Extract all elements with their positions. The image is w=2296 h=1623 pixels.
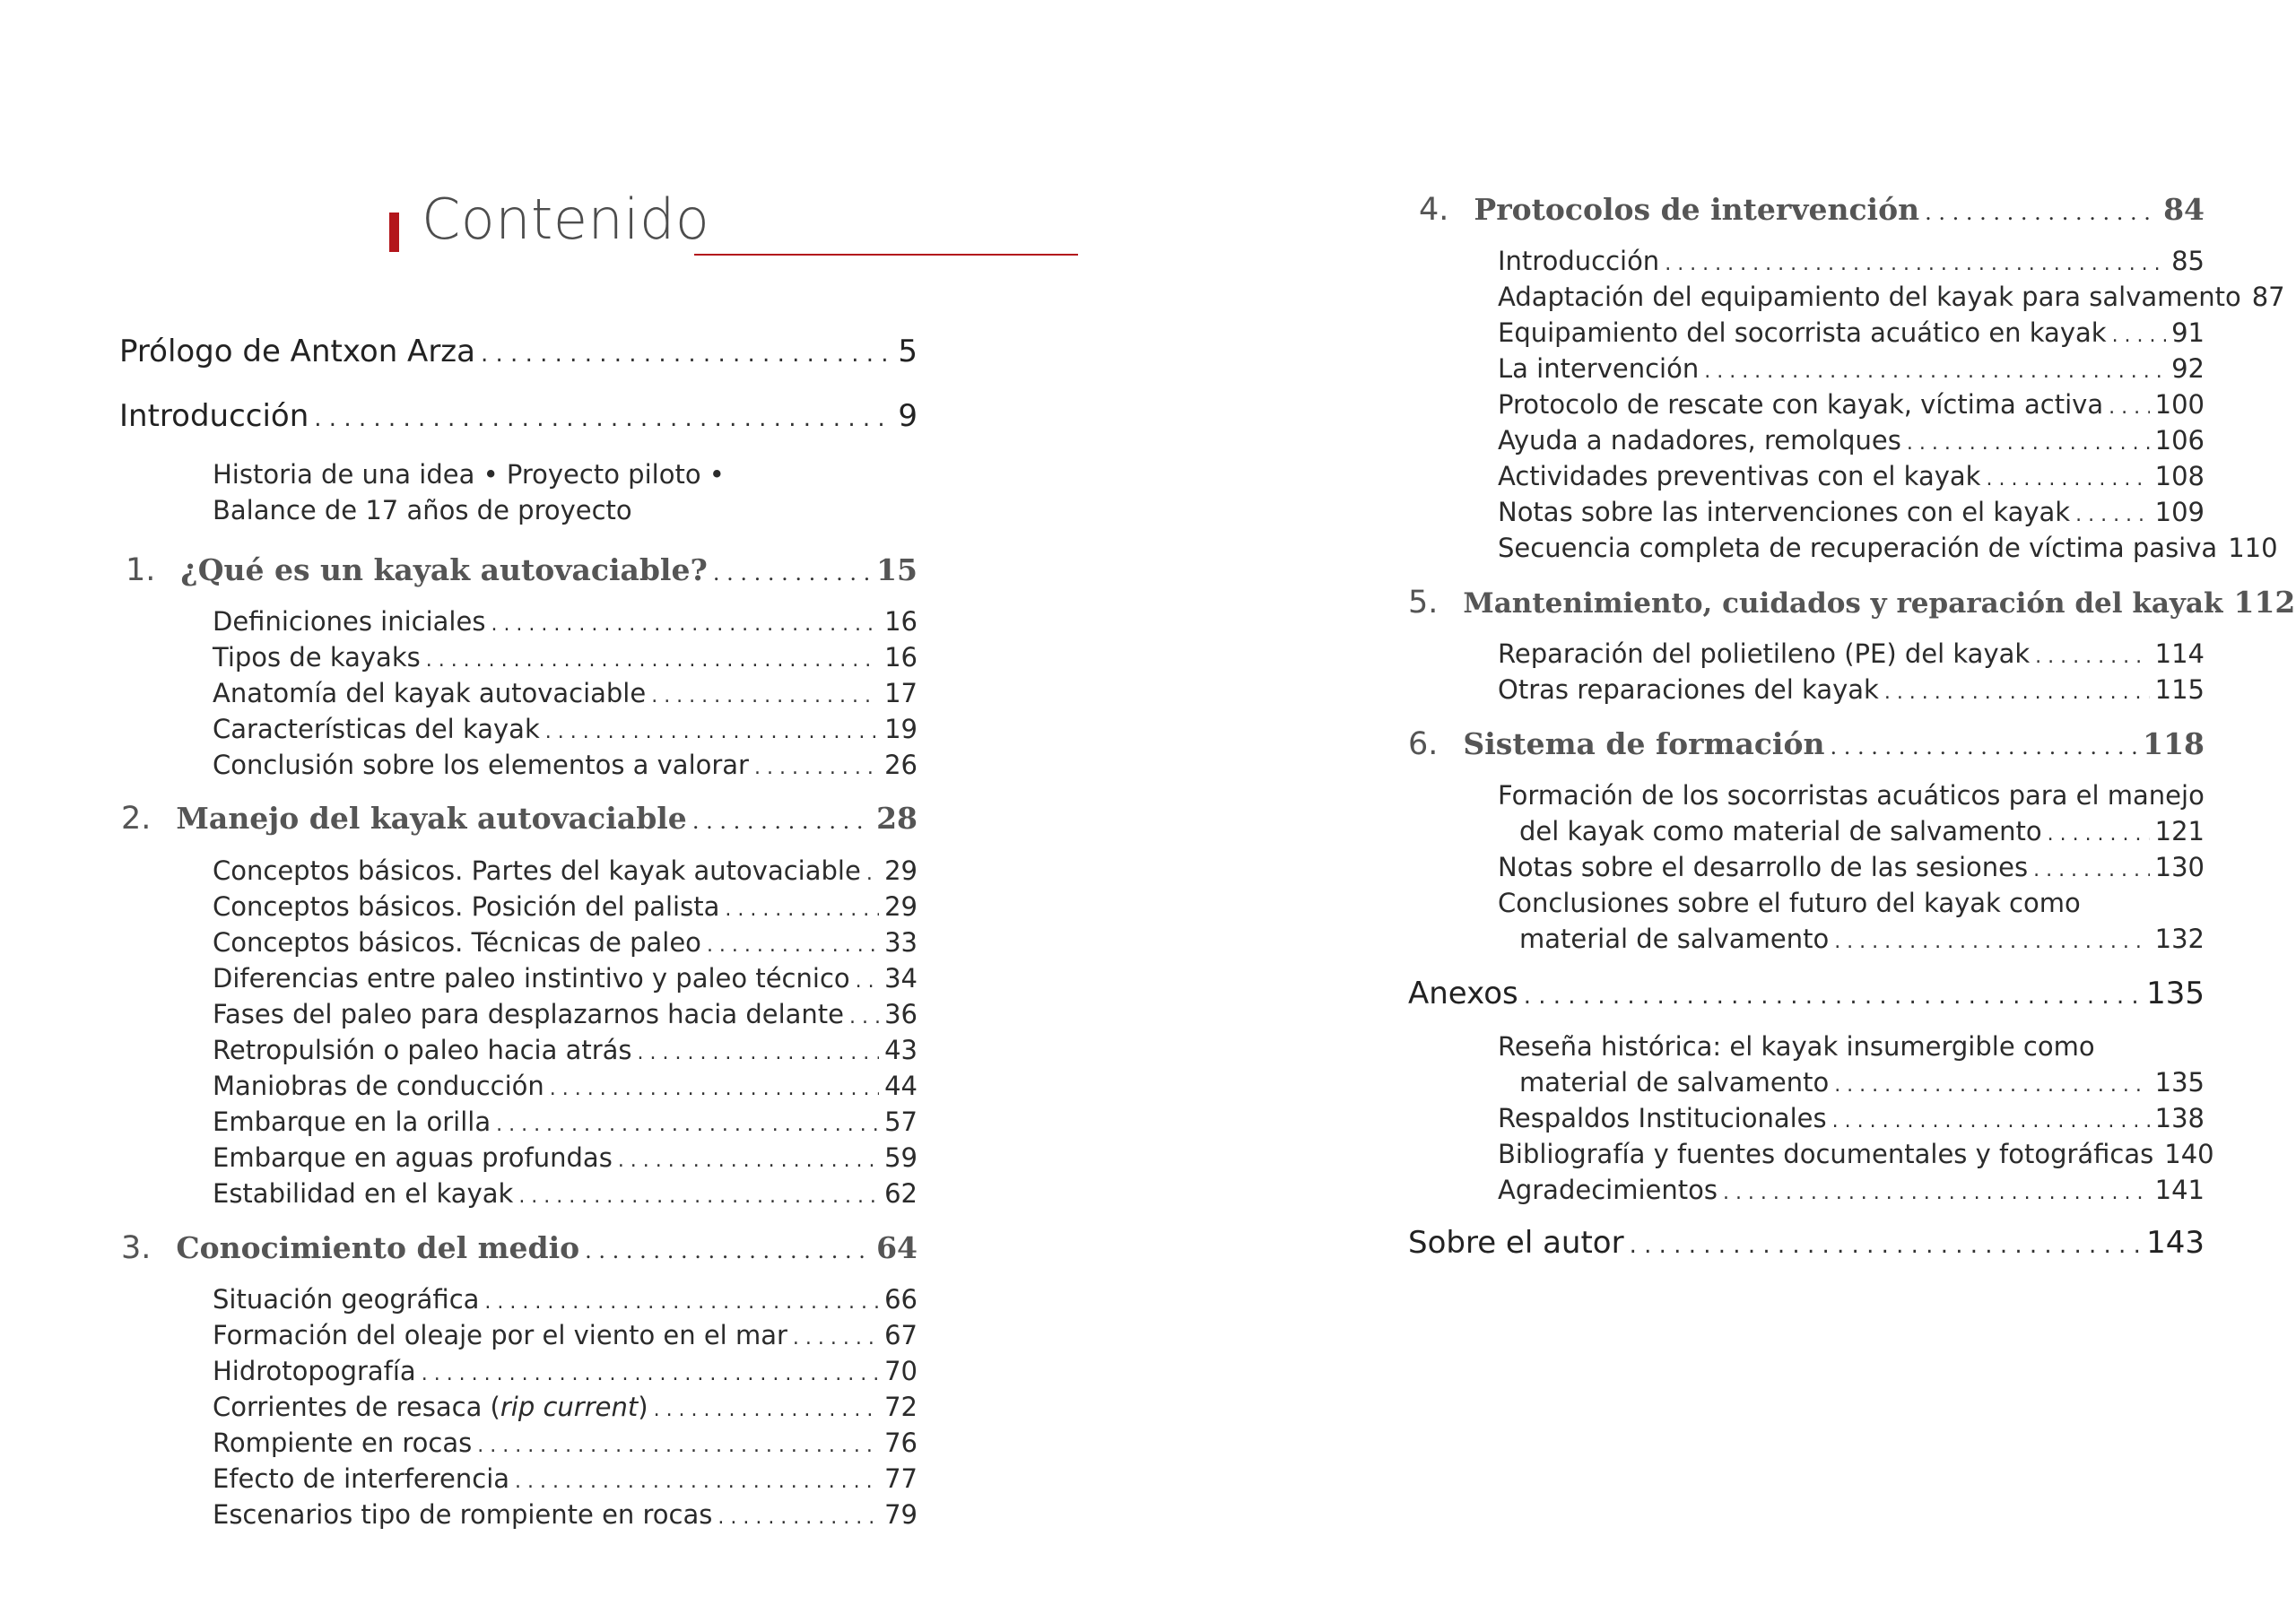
chapter-title: ¿Qué es un kayak autovaciable? <box>180 552 708 587</box>
dot-leader <box>545 721 879 743</box>
toc-entry-prologo[interactable] <box>119 334 918 369</box>
toc-item-label: Conceptos básicos. Posición del palista <box>213 891 720 922</box>
dot-leader <box>422 1363 879 1385</box>
toc-entry-autor[interactable] <box>1408 1225 2205 1261</box>
toc-item-label: Efecto de interferencia <box>213 1463 510 1494</box>
toc-item-label: Otras reparaciones del kayak <box>1498 674 1879 705</box>
toc-item-label: Agradecimientos <box>1498 1175 1718 1205</box>
chapter-title: Manejo del kayak autovaciable <box>176 801 687 836</box>
toc-item[interactable] <box>213 855 918 886</box>
toc-item-label-line1: Conclusiones sobre el futuro del kayak como <box>1498 888 2081 918</box>
toc-item-page: 100 <box>2154 389 2205 420</box>
toc-item-page: 67 <box>884 1320 918 1350</box>
toc-item-page: 87 <box>2251 282 2285 312</box>
toc-item[interactable] <box>213 1107 918 1137</box>
toc-item[interactable] <box>213 1071 918 1101</box>
dot-leader <box>849 1006 879 1028</box>
dot-leader <box>1723 1182 2150 1204</box>
toc-item-label: La intervención <box>1498 353 1700 384</box>
toc-item[interactable] <box>1498 852 2205 882</box>
toc-item-page: 140 <box>2164 1139 2214 1169</box>
toc-entry-label: Introducción <box>119 398 309 434</box>
chapter-page: 112 <box>2233 585 2296 620</box>
dot-leader <box>2035 646 2149 668</box>
toc-item-page: 76 <box>884 1428 918 1458</box>
chapter-title: Protocolos de intervención <box>1474 192 1920 227</box>
dot-leader <box>496 1114 879 1136</box>
dot-leader <box>1907 432 2150 455</box>
toc-entry-label: Anexos <box>1408 976 1518 1011</box>
toc-item-label: Reparación del polietileno (PE) del kayak <box>1498 638 2031 669</box>
dot-leader <box>314 405 892 432</box>
dot-leader <box>1884 681 2150 704</box>
toc-item-page: 79 <box>884 1499 918 1530</box>
toc-entry-page: 143 <box>2146 1225 2205 1261</box>
chapter-page: 118 <box>2143 726 2205 761</box>
dot-leader <box>585 1238 871 1263</box>
label-text: ) <box>638 1392 648 1422</box>
toc-item[interactable] <box>213 1428 918 1458</box>
dot-leader <box>1704 360 2166 383</box>
toc-item[interactable] <box>1498 533 2278 563</box>
toc-item-page: 62 <box>884 1178 918 1209</box>
toc-item-label: Bibliografía y fuentes documentales y fotográficas <box>1498 1139 2154 1169</box>
toc-item-page: 57 <box>884 1107 918 1137</box>
toc-chapter-4[interactable] <box>1419 192 2205 228</box>
toc-item[interactable] <box>1498 497 2205 527</box>
toc-item[interactable] <box>1498 1175 2205 1205</box>
toc-item-page: 26 <box>884 750 918 780</box>
toc-item-label: Conceptos básicos. Partes del kayak autovaciable <box>213 855 861 886</box>
toc-item[interactable] <box>213 678 918 708</box>
page-title: Contenido <box>422 187 710 252</box>
chapter-page: 28 <box>876 801 918 836</box>
chapter-page: 84 <box>2163 192 2205 227</box>
toc-item[interactable] <box>213 1142 918 1173</box>
dot-leader <box>2033 859 2150 881</box>
dot-leader <box>713 560 871 586</box>
toc-item-label: Protocolo de rescate con kayak, víctima activa <box>1498 389 2104 420</box>
toc-item[interactable] <box>213 750 918 780</box>
toc-item-label: Conceptos básicos. Técnicas de paleo <box>213 927 701 958</box>
chapter-title: Mantenimiento, cuidados y reparación del kayak <box>1463 587 2223 620</box>
dot-leader <box>491 613 879 636</box>
dot-leader <box>692 809 871 834</box>
toc-item-page: 85 <box>2171 246 2205 276</box>
toc-item[interactable] <box>213 927 918 958</box>
toc-item-page: 29 <box>884 891 918 922</box>
toc-item-label: Maniobras de conducción <box>213 1071 544 1101</box>
dot-leader <box>1925 200 2158 225</box>
toc-item-label: Equipamiento del socorrista acuático en kayak <box>1498 317 2107 348</box>
toc-chapter-2[interactable] <box>121 801 918 837</box>
toc-item-page: 70 <box>884 1356 918 1386</box>
toc-item-page: 130 <box>2154 852 2205 882</box>
dot-leader <box>518 1185 879 1208</box>
dot-leader <box>1832 1110 2150 1133</box>
toc-item-label: Fases del paleo para desplazarnos hacia delante <box>213 999 844 1029</box>
chapter-page: 64 <box>876 1230 918 1265</box>
dot-leader <box>481 341 892 368</box>
toc-item[interactable] <box>213 891 918 922</box>
chapter-number: 1. <box>126 552 156 588</box>
dot-leader <box>793 1327 879 1350</box>
toc-item-label: material de salvamento <box>1519 924 1830 954</box>
toc-item[interactable] <box>213 1284 918 1315</box>
toc-item-label: Conclusión sobre los elementos a valorar <box>213 750 749 780</box>
toc-item-label: Diferencias entre paleo instintivo y paleo técnico <box>213 963 850 994</box>
toc-item-label-line1: Reseña histórica: el kayak insumergible como <box>1498 1031 2095 1062</box>
dot-leader <box>718 1506 879 1529</box>
toc-item-label: Tipos de kayaks <box>213 642 421 673</box>
toc-item-page: 109 <box>2154 497 2205 527</box>
intro-summary-line1: Historia de una idea • Proyecto piloto • <box>213 459 725 490</box>
toc-item[interactable] <box>213 963 918 994</box>
dot-leader <box>426 649 879 672</box>
chapter-number: 3. <box>121 1230 152 1266</box>
toc-item-label: Definiciones iniciales <box>213 606 486 637</box>
toc-item[interactable] <box>1498 1103 2205 1133</box>
toc-item[interactable] <box>1498 638 2205 669</box>
dot-leader <box>1834 931 2149 953</box>
toc-item-page: 141 <box>2154 1175 2205 1205</box>
toc-item-page: 19 <box>884 714 918 744</box>
toc-item-page: 16 <box>884 606 918 637</box>
toc-item-page: 34 <box>884 963 918 994</box>
chapter-page: 15 <box>876 552 918 587</box>
dot-leader <box>707 934 879 957</box>
toc-item-page: 110 <box>2228 533 2278 563</box>
toc-item[interactable] <box>213 1035 918 1065</box>
toc-item[interactable] <box>213 642 918 673</box>
toc-item[interactable] <box>213 606 918 637</box>
toc-chapter-3[interactable] <box>121 1230 918 1266</box>
toc-item-page: 92 <box>2171 353 2205 384</box>
toc-item-page: 115 <box>2154 674 2205 705</box>
toc-item-page: 108 <box>2154 461 2205 491</box>
toc-item-page: 17 <box>884 678 918 708</box>
dot-leader <box>1630 1232 2142 1259</box>
dot-leader <box>484 1291 879 1314</box>
toc-entry-page: 135 <box>2146 976 2205 1011</box>
toc-item[interactable] <box>213 999 918 1029</box>
chapter-title: Conocimiento del medio <box>176 1230 580 1265</box>
toc-item-page: 66 <box>884 1284 918 1315</box>
dot-leader <box>1665 253 2166 275</box>
toc-item-label: Actividades preventivas con el kayak <box>1498 461 1981 491</box>
toc-item-label: Escenarios tipo de rompiente en rocas <box>213 1499 713 1530</box>
toc-item[interactable] <box>1519 816 2205 846</box>
heading-rule <box>694 254 1078 256</box>
toc-item-page: 36 <box>884 999 918 1029</box>
toc-item-label: Ayuda a nadadores, remolques <box>1498 425 1901 456</box>
toc-item-page: 29 <box>884 855 918 886</box>
toc-item[interactable] <box>1498 282 2285 312</box>
toc-chapter-1[interactable] <box>126 552 918 588</box>
dot-leader <box>856 970 879 993</box>
dot-leader <box>2112 325 2167 347</box>
dot-leader <box>2109 396 2150 419</box>
toc-entry-page: 9 <box>898 398 918 434</box>
dot-leader <box>1834 1074 2149 1097</box>
toc-item-page: 91 <box>2171 317 2205 348</box>
toc-item[interactable] <box>1498 1139 2214 1169</box>
dot-leader <box>638 1042 880 1064</box>
toc-item-page: 33 <box>884 927 918 958</box>
dot-leader <box>1524 983 2141 1010</box>
chapter-number: 2. <box>121 801 152 837</box>
dot-leader <box>725 898 879 921</box>
toc-item-label: Características del kayak <box>213 714 540 744</box>
dot-leader <box>550 1078 879 1100</box>
toc-item-label: Formación del oleaje por el viento en el mar <box>213 1320 787 1350</box>
toc-item-label: Anatomía del kayak autovaciable <box>213 678 647 708</box>
toc-item[interactable] <box>213 1178 918 1209</box>
toc-item[interactable] <box>1498 246 2205 276</box>
dot-leader <box>2075 504 2150 526</box>
label-italic-text: rip current <box>500 1392 639 1422</box>
toc-item-label: Rompiente en rocas <box>213 1428 473 1458</box>
toc-chapter-6[interactable] <box>1408 726 2205 762</box>
dot-leader <box>618 1150 879 1172</box>
toc-item[interactable] <box>213 1320 918 1350</box>
dot-leader <box>515 1471 879 1493</box>
toc-item-label: del kayak como material de salvamento <box>1519 816 2042 846</box>
toc-entry-anexos[interactable] <box>1408 976 2205 1011</box>
toc-entry-page: 5 <box>898 334 918 369</box>
toc-entry-label: Sobre el autor <box>1408 1225 1624 1261</box>
toc-item[interactable] <box>1498 317 2205 348</box>
toc-item-page: 16 <box>884 642 918 673</box>
dot-leader <box>1986 468 2149 490</box>
chapter-number: 4. <box>1419 192 1449 228</box>
toc-item-label: Adaptación del equipamiento del kayak para salvamento <box>1498 282 2241 312</box>
toc-item[interactable] <box>213 1392 918 1422</box>
toc-item-page: 44 <box>884 1071 918 1101</box>
toc-item-label: Hidrotopografía <box>213 1356 416 1386</box>
toc-item[interactable] <box>1498 353 2205 384</box>
toc-item[interactable] <box>1498 425 2205 456</box>
toc-item-page: 114 <box>2154 638 2205 669</box>
dot-leader <box>754 757 879 779</box>
toc-item[interactable] <box>1519 1067 2205 1098</box>
toc-item[interactable] <box>213 1463 918 1494</box>
toc-item-label: Introducción <box>1498 246 1660 276</box>
toc-entry-introduccion[interactable] <box>119 398 918 434</box>
toc-item-label: Notas sobre el desarrollo de las sesiones <box>1498 852 2029 882</box>
toc-entry-label: Prólogo de Antxon Arza <box>119 334 475 369</box>
label-text: Corrientes de resaca ( <box>213 1392 500 1422</box>
toc-chapter-5[interactable] <box>1408 585 2296 621</box>
dot-leader <box>654 1399 880 1421</box>
dot-leader <box>2048 823 2150 846</box>
toc-item[interactable] <box>1498 389 2205 420</box>
toc-item-label: Notas sobre las intervenciones con el kayak <box>1498 497 2071 527</box>
toc-item[interactable] <box>1498 674 2205 705</box>
dot-leader <box>651 685 879 707</box>
toc-item-page: 121 <box>2154 816 2205 846</box>
chapter-title: Sistema de formación <box>1463 726 1825 761</box>
toc-item[interactable] <box>213 1356 918 1386</box>
toc-item-label: Secuencia completa de recuperación de víctima pasiva <box>1498 533 2218 563</box>
chapter-number: 5. <box>1408 585 1439 621</box>
toc-item-label: Embarque en la orilla <box>213 1107 491 1137</box>
toc-item-label <box>213 1392 648 1422</box>
toc-item-page: 72 <box>884 1392 918 1422</box>
dot-leader <box>477 1435 879 1457</box>
toc-item-label: material de salvamento <box>1519 1067 1830 1098</box>
toc-item[interactable] <box>1519 924 2205 954</box>
intro-summary-line2: Balance de 17 años de proyecto <box>213 495 632 525</box>
toc-item[interactable] <box>213 714 918 744</box>
toc-item-page: 138 <box>2154 1103 2205 1133</box>
dot-leader <box>1830 734 2137 759</box>
toc-item-page: 59 <box>884 1142 918 1173</box>
contents-heading <box>387 187 1078 271</box>
chapter-number: 6. <box>1408 726 1439 762</box>
toc-item-page: 43 <box>884 1035 918 1065</box>
toc-item-label: Retropulsión o paleo hacia atrás <box>213 1035 632 1065</box>
toc-item-label: Estabilidad en el kayak <box>213 1178 514 1209</box>
toc-item-label: Situación geográfica <box>213 1284 480 1315</box>
heading-accent-bar <box>389 213 399 252</box>
toc-item-page: 132 <box>2154 924 2205 954</box>
toc-item-label: Embarque en aguas profundas <box>213 1142 613 1173</box>
toc-item-page: 106 <box>2154 425 2205 456</box>
toc-item[interactable] <box>1498 461 2205 491</box>
toc-item-label: Respaldos Institucionales <box>1498 1103 1827 1133</box>
dot-leader <box>866 863 879 885</box>
toc-item-page: 135 <box>2154 1067 2205 1098</box>
toc-item-page: 77 <box>884 1463 918 1494</box>
toc-item[interactable] <box>213 1499 918 1530</box>
toc-item-label-line1: Formación de los socorristas acuáticos para el manejo <box>1498 780 2205 811</box>
